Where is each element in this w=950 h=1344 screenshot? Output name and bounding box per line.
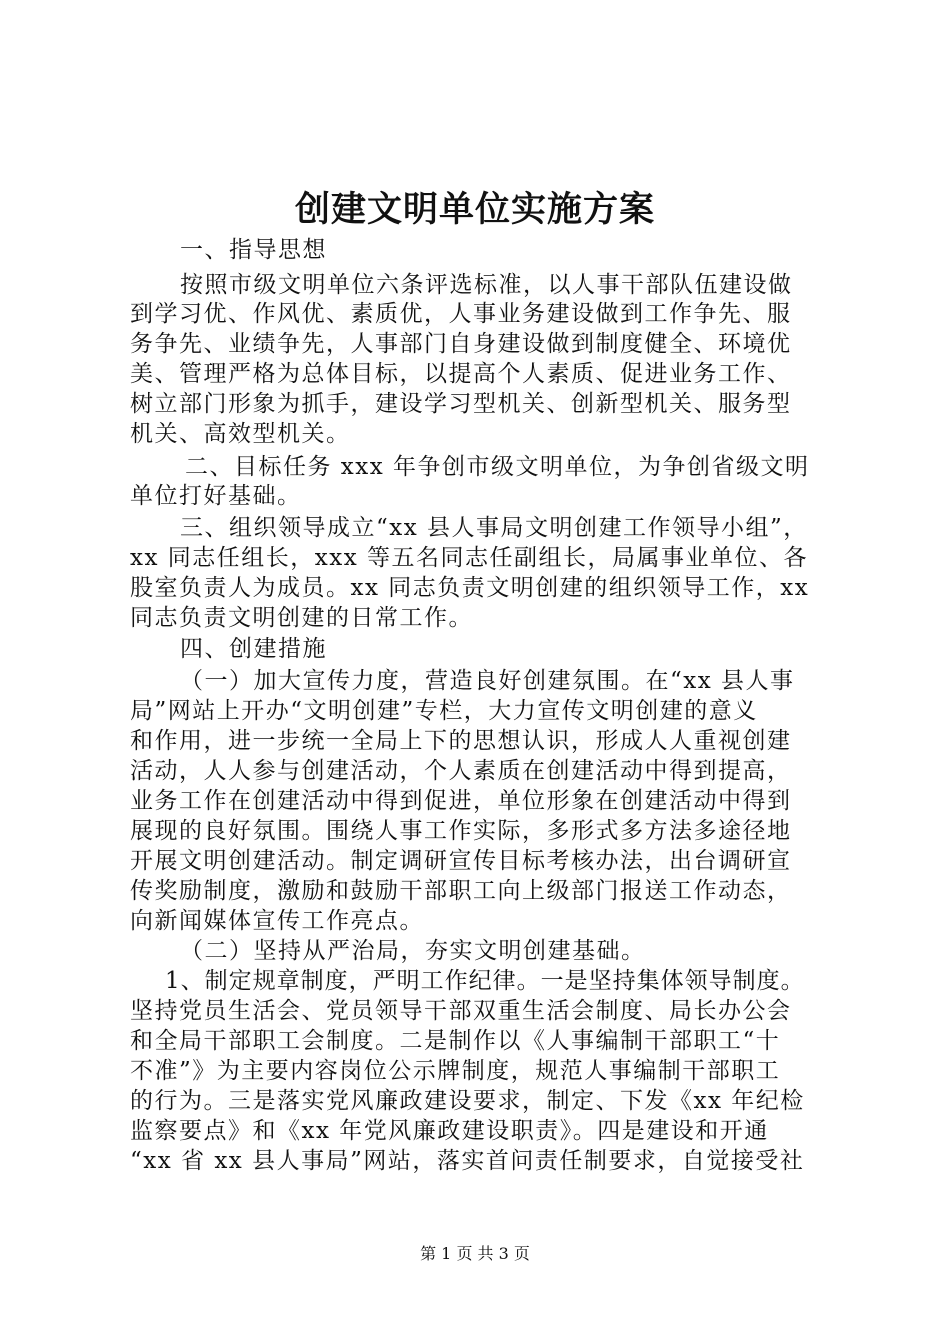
paragraph-line: 监察要点》和《xx 年党风廉政建设职责》。四是建设和开通 bbox=[130, 1118, 769, 1144]
page-footer: 第 1 页 共 3 页 bbox=[420, 1244, 530, 1263]
paragraph-line: 传奖励制度，激励和鼓励干部职工向上级部门报送工作动态， bbox=[130, 878, 792, 904]
subheading-strict-governance: （二）坚持从严治局，夯实文明创建基础。 bbox=[180, 938, 646, 964]
paragraph-line: 和作用，进一步统一全局上下的思想认识，形成人人重视创建 bbox=[130, 728, 792, 754]
paragraph-line: 业务工作在创建活动中得到促进，单位形象在创建活动中得到 bbox=[130, 788, 792, 814]
heading-goal-task: 二、目标任务 xxx 年争创市级文明单位，为争创省级文明 bbox=[185, 454, 810, 480]
subheading-publicity: （一）加大宣传力度，营造良好创建氛围。在“xx 县人事 bbox=[180, 668, 795, 694]
paragraph-line: 按照市级文明单位六条评选标准，以人事干部队伍建设做 bbox=[180, 272, 793, 298]
paragraph-line: “xx 省 xx 县人事局”网站，落实首问责任制要求，自觉接受社 bbox=[130, 1148, 805, 1174]
paragraph-line: 同志负责文明创建的日常工作。 bbox=[130, 605, 473, 631]
paragraph-line: 开展文明创建活动。制定调研宣传目标考核办法，出台调研宣 bbox=[130, 848, 792, 874]
paragraph-line: 向新闻媒体宣传工作亮点。 bbox=[130, 908, 424, 934]
paragraph-line: 到学习优、作风优、素质优，人事业务建设做到工作争先、服 bbox=[130, 301, 792, 327]
heading-guiding-thought: 一、指导思想 bbox=[180, 237, 327, 263]
paragraph-line: 务争先、业绩争先，人事部门自身建设做到制度健全、环境优 bbox=[130, 331, 792, 357]
paragraph-line: 的行为。三是落实党风廉政建设要求，制定、下发《xx 年纪检 bbox=[130, 1088, 805, 1114]
paragraph-line: xx 同志任组长，xxx 等五名同志任副组长，局属事业单位、各 bbox=[130, 545, 808, 571]
item-rules: 1、制定规章制度，严明工作纪律。一是坚持集体领导制度。 bbox=[165, 968, 805, 994]
heading-measures: 四、创建措施 bbox=[180, 636, 327, 662]
paragraph-line: 活动，人人参与创建活动，个人素质在创建活动中得到提高， bbox=[130, 758, 792, 784]
paragraph-line: 和全局干部职工会制度。二是制作以《人事编制干部职工“十 bbox=[130, 1028, 781, 1054]
paragraph-line: 局”网站上开办“文明创建”专栏，大力宣传文明创建的意义 bbox=[130, 698, 758, 724]
paragraph-line: 美、管理严格为总体目标，以提高个人素质、促进业务工作、 bbox=[130, 361, 792, 387]
paragraph-line: 坚持党员生活会、党员领导干部双重生活会制度、局长办公会 bbox=[130, 998, 792, 1024]
heading-organization: 三、组织领导成立“xx 县人事局文明创建工作领导小组”， bbox=[180, 515, 808, 541]
document-title: 创建文明单位实施方案 bbox=[294, 189, 655, 230]
paragraph-line: 展现的良好氛围。围绕人事工作实际，多形式多方法多途径地 bbox=[130, 818, 792, 844]
paragraph-line: 机关、高效型机关。 bbox=[130, 421, 351, 447]
paragraph-line: 树立部门形象为抓手，建设学习型机关、创新型机关、服务型 bbox=[130, 391, 792, 417]
paragraph-line: 单位打好基础。 bbox=[130, 483, 302, 509]
paragraph-line: 不准”》为主要内容岗位公示牌制度，规范人事编制干部职工 bbox=[130, 1058, 781, 1084]
paragraph-line: 股室负责人为成员。xx 同志负责文明创建的组织领导工作，xx bbox=[130, 575, 810, 601]
